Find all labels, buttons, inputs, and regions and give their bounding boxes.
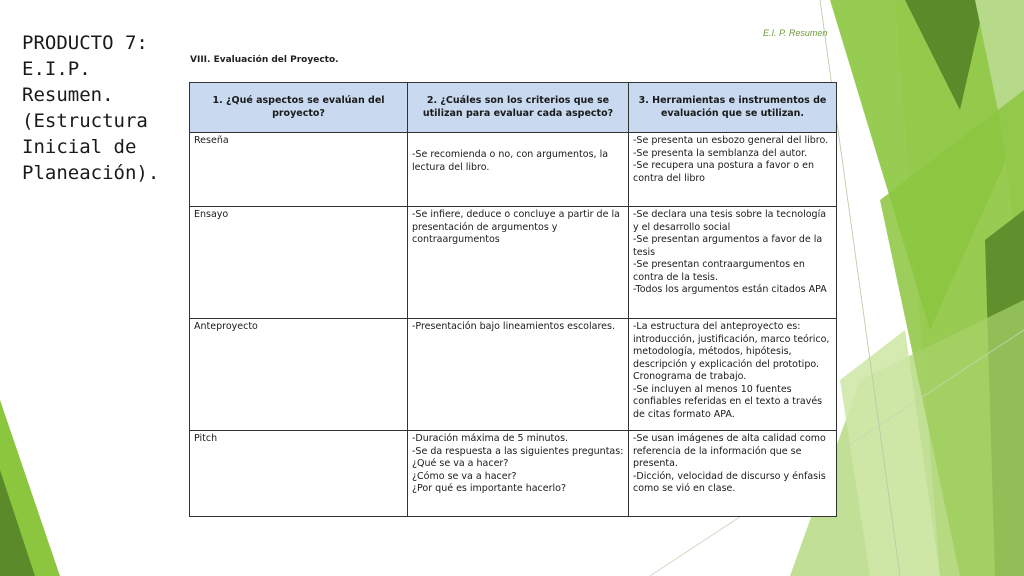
- tools-line: -Se incluyen al menos 10 fuentes confiables referidas en el texto a través de citas formato APA.: [633, 383, 823, 420]
- tools-line: -Todos los argumentos están citados APA: [633, 284, 827, 295]
- slide-title-line: (Estructura: [22, 110, 148, 132]
- tools-line: -Se presentan argumentos a favor de la tesis: [633, 234, 823, 258]
- criteria-line: -Duración máxima de 5 minutos.: [412, 433, 569, 444]
- tools-line: -Se presentan contraargumentos en contra de la tesis.: [633, 259, 805, 283]
- tools-line: -Dicción, velocidad de discurso y énfasis como se vió en clase.: [633, 470, 826, 494]
- aspect-cell: Anteproyecto: [190, 319, 408, 431]
- aspect-cell: Reseña: [190, 133, 408, 207]
- criteria-line: -Se infiere, deduce o concluye a partir de la presentación de argumentos y contraargumentos: [412, 209, 620, 245]
- table-row: [190, 431, 837, 517]
- table-row: [190, 133, 837, 207]
- aspect-cell: Ensayo: [190, 207, 408, 319]
- table-row: [190, 319, 837, 431]
- criteria-cell: [408, 207, 629, 319]
- tools-line: -Se usan imágenes de alta calidad como referencia de la información que se presenta.: [633, 433, 826, 469]
- tools-cell: [629, 207, 837, 319]
- tools-line: -Se recupera una postura a favor o en contra del libro: [633, 160, 814, 184]
- slide-title-line: Inicial de: [22, 136, 137, 158]
- tools-cell: [629, 431, 837, 517]
- column-header-aspects: 1. ¿Qué aspectos se evalúan del proyecto?: [190, 83, 408, 133]
- slide-title: [22, 30, 172, 186]
- criteria-line: ¿Por qué es importante hacerlo?: [412, 483, 567, 494]
- criteria-cell: [408, 319, 629, 431]
- criteria-cell: [408, 133, 629, 207]
- slide-title-line: Resumen.: [22, 84, 114, 106]
- tools-line: -Se presenta un esbozo general del libro.: [633, 135, 829, 146]
- table-row: [190, 207, 837, 319]
- column-header-criteria: 2. ¿Cuáles son los criterios que se utilizan para evaluar cada aspecto?: [408, 83, 629, 133]
- criteria-line: ¿Cómo se va a hacer?: [412, 470, 517, 482]
- section-heading: VIII. Evaluación del Proyecto.: [190, 55, 339, 65]
- tools-cell: [629, 319, 837, 431]
- criteria-line: ¿Qué se va a hacer?: [412, 458, 509, 469]
- slide-title-line: PRODUCTO 7:: [22, 32, 148, 54]
- table-header-row: [190, 83, 837, 133]
- criteria-line: -Se da respuesta a las siguientes preguntas:: [412, 445, 624, 457]
- header-note: E.I. P. Resumen: [763, 28, 828, 38]
- column-header-tools: 3. Herramientas e instrumentos de evaluación que se utilizan.: [629, 83, 837, 133]
- tools-cell: [629, 133, 837, 207]
- tools-line: -Se declara una tesis sobre la tecnología y el desarrollo social: [633, 209, 827, 233]
- criteria-line: -Presentación bajo lineamientos escolares.: [412, 321, 615, 332]
- criteria-cell: [408, 431, 629, 517]
- slide-title-line: Planeación).: [22, 162, 160, 184]
- evaluation-table: [189, 82, 837, 517]
- tools-line: -La estructura del anteproyecto es: introducción, justificación, marco teórico, metodología, métodos, hipótesis, descripción y explicación del prototipo. Cronograma de trabajo.: [633, 321, 830, 382]
- tools-line: -Se presenta la semblanza del autor.: [633, 147, 808, 159]
- slide-title-line: E.I.P.: [22, 58, 91, 80]
- criteria-line: -Se recomienda o no, con argumentos, la lectura del libro.: [412, 149, 609, 173]
- aspect-cell: Pitch: [190, 431, 408, 517]
